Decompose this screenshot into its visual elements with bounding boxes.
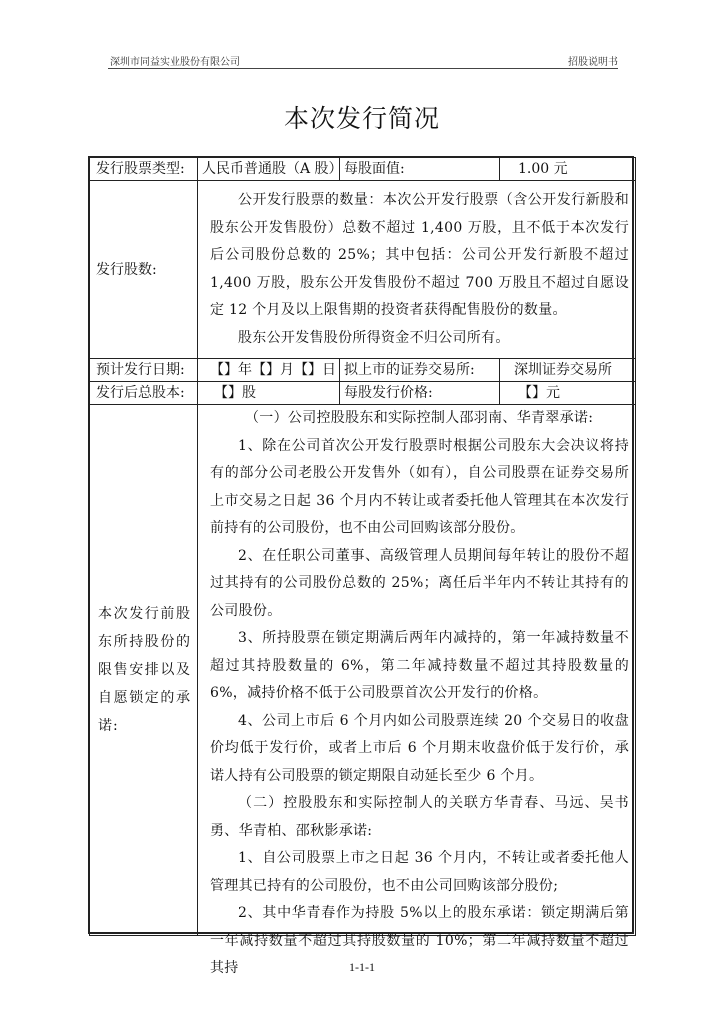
table-row [90,158,636,181]
shares-label: 发行股数: [90,181,198,359]
par-value-value: 1.00 元 [500,158,636,181]
lockup-paragraph: 4、公司上市后 6 个月内如公司股票连续 20 个交易日的收盘价均低于发行价，或者上市后 6 个月期末收盘价低于发行价，承诺人持有公司股票的锁定期限自动延长至少 6 个月。 [210,712,629,784]
header-doc-type: 招股说明书 [568,57,618,68]
lockup-paragraph: 2、在任职公司董事、高级管理人员期间每年转让的股份不超过其持有的公司股份总数的 25%；离任后半年内不转让其持有的公司股份。 [210,547,629,619]
date-value: 【】年【】月【】日 [198,359,340,382]
page-header [108,50,618,69]
lockup-paragraph: 1、自公司股票上市之日起 36 个月内，不转让或者委托他人管理其已持有的公司股份，也不由公司回购该部分股份; [210,850,629,894]
shares-content [198,181,636,359]
lockup-paragraph: 2、其中华青春作为持股 5%以上的股东承诺：锁定期满后第一年减持数量不超过其持股数量的 10%；第二年减持数量不超过其持 [210,905,629,976]
stock-type-label: 发行股票类型: [90,158,198,181]
page-number: 1-1-1 [349,960,375,974]
total-shares-label: 发行后总股本: [90,382,198,405]
lockup-paragraph: （二）控股股东和实际控制人的关联方华青春、马远、吴书勇、华青柏、邵秋影承诺: [210,795,629,839]
price-value: 【】元 [500,382,636,405]
lockup-paragraph: 1、除在公司首次公开发行股票时根据公司股东大会决议将持有的部分公司老股公开发售外（如有），自公司股票在证券交易所上市交易之日起 36 个月内不转让或者委托他人管理其在本次发行前持有的公司股份，也不由公司回购该部分股份。 [210,437,629,536]
total-shares-value: 【】股 [198,382,340,405]
stock-type-value: 人民币普通股（A 股） [198,158,340,181]
header-company: 深圳市同益实业股份有限公司 [110,57,240,68]
shares-paragraph: 公开发行股票的数量：本次公开发行股票（含公开发行新股和股东公开发售股份）总数不超过 1,400 万股，且不低于本次发行后公司股份总数的 25%；其中包括：公司公开发行新股不超过 1,400 万股，股东公开发售股份不超过 700 万股且不超过自愿设定 12 个月及以上限售期的投资者获得配售股份的数量。 [210,192,629,318]
shares-paragraph: 股东公开发售股份所得资金不归公司所有。 [238,329,510,346]
exchange-value: 深圳证券交易所 [500,359,636,382]
date-label: 预计发行日期: [90,359,198,382]
table-row [90,359,636,382]
price-label: 每股发行价格: [340,382,500,405]
page-title: 本次发行简况 [283,104,440,133]
exchange-label: 拟上市的证券交易所: [340,359,500,382]
lockup-label: 本次发行前股东所持股份的限售安排以及自愿锁定的承诺: [90,405,198,936]
table-row [90,405,636,936]
lockup-paragraph: 3、所持股票在锁定期满后两年内减持的，第一年减持数量不超过其持股数量的 6%，第二年减持数量不超过其持股数量的 6%，减持价格不低于公司股票首次公开发行的价格。 [210,630,629,701]
par-value-label: 每股面值: [340,158,500,181]
table-row [90,181,636,359]
lockup-paragraph: （一）公司控股股东和实际控制人邵羽南、华青翠承诺: [245,410,594,426]
table-row [90,382,636,405]
